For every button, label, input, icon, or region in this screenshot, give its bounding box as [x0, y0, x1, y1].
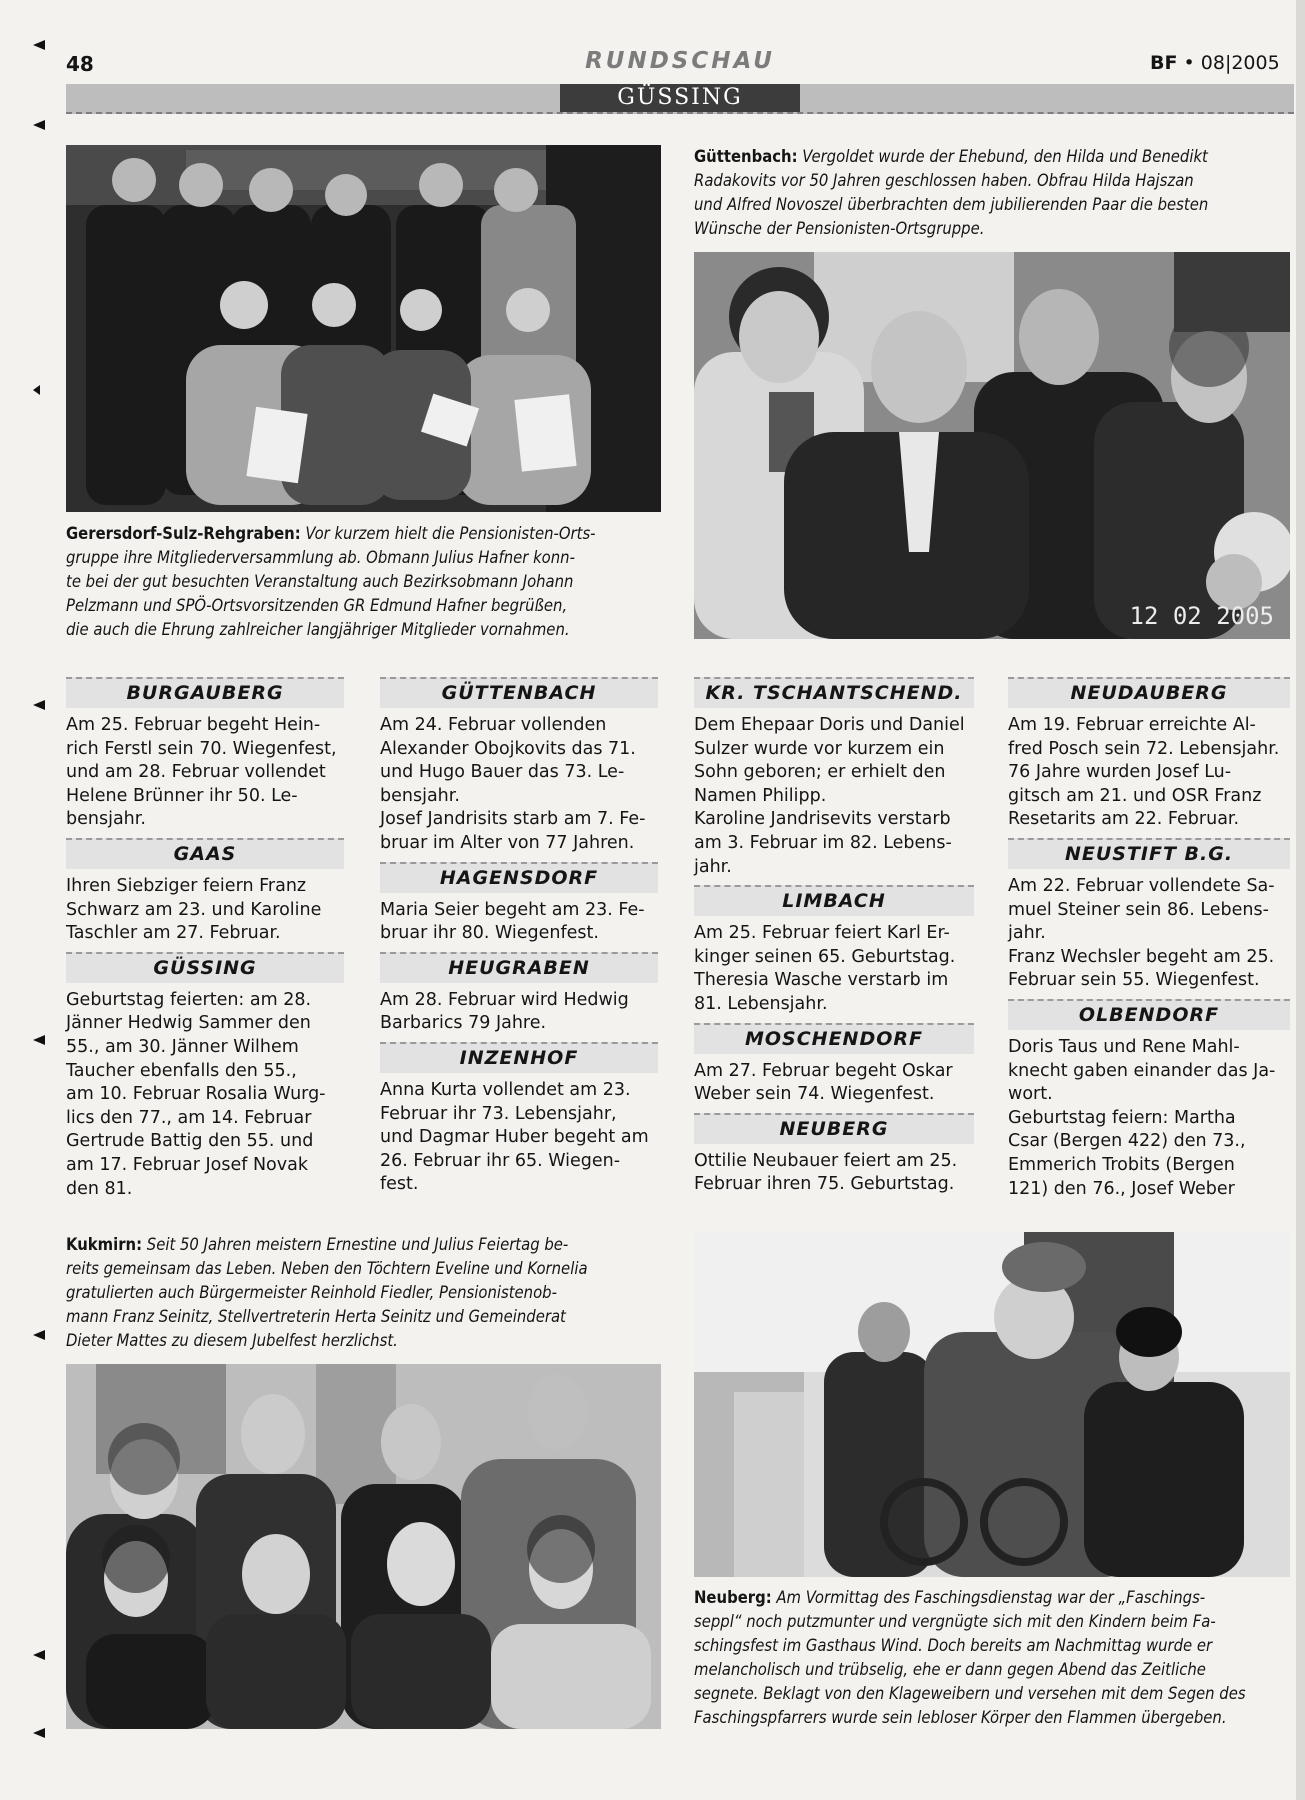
caption-line: Seit 50 Jahren meistern Ernestine und Julius Feiertag be- [146, 1235, 569, 1254]
caption-place: Güttenbach: [694, 147, 798, 166]
text-line: Am 19. Februar erreichte Al- [1008, 715, 1256, 735]
publication-name: BF [1150, 52, 1178, 74]
news-section [380, 862, 658, 946]
text-line: Dem Ehepaar Doris und Daniel [694, 715, 965, 735]
text-line: rich Ferstl sein 70. Wiegenfest, [66, 738, 337, 759]
section-heading: NEUSTIFT B.G. [1008, 838, 1290, 869]
text-line: 81. Lebensjahr. [694, 993, 828, 1014]
news-column-3 [694, 675, 974, 1203]
news-section [694, 885, 974, 1016]
section-heading: GÜSSING [66, 952, 344, 983]
text-line: muel Steiner sein 86. Lebens- [1008, 899, 1269, 920]
section-heading: BURGAUBERG [66, 677, 344, 708]
news-section [66, 952, 344, 1201]
caption-place: Kukmirn: [66, 1235, 143, 1254]
caption-line: schingsfest im Gasthaus Wind. Doch bereits am Nachmittag wurde er [694, 1636, 1213, 1655]
news-section [380, 1042, 658, 1197]
photo-gerersdorf-group [66, 145, 661, 512]
text-line: Helene Brünner ihr 50. Le- [66, 785, 298, 806]
text-line: 76 Jahre wurden Josef Lu- [1008, 762, 1232, 783]
text-line: am 10. Februar Rosalia Wurg- [66, 1084, 326, 1105]
text-line: Geburtstag feierten: am 28. [66, 989, 312, 1010]
caption-gerersdorf [66, 522, 666, 642]
caption-line: die auch die Ehrung zahlreicher langjähriger Mitglieder vornahmen. [66, 620, 570, 639]
text-line: Theresia Wasche verstarb im [694, 970, 949, 991]
text-line: Taschler am 27. Februar. [66, 923, 281, 944]
news-section [66, 677, 344, 832]
news-section [66, 838, 344, 946]
caption-line: te bei der gut besuchten Veranstaltung auch Bezirksobmann Johann [66, 572, 574, 591]
text-line: Gertrude Battig den 55. und [66, 1131, 314, 1152]
page-edge [1296, 0, 1305, 1800]
caption-line: Radakovits vor 50 Jahren geschlossen haben. Obfrau Hilda Hajszan [694, 171, 1194, 190]
section-heading: MOSCHENDORF [694, 1023, 974, 1054]
text-line: Anna Kurta vollendet am 23. [380, 1079, 631, 1100]
news-column-2 [380, 675, 658, 1203]
text-line: lics den 77., am 14. Februar [66, 1107, 312, 1128]
caption-line: gratulierten auch Bürgermeister Reinhold Fiedler, Pensionistenob- [66, 1283, 557, 1302]
text-line: Am 22. Februar vollendete Sa- [1008, 875, 1275, 896]
caption-line: reits gemeinsam das Leben. Neben den Töchtern Eveline und Kornelia [66, 1259, 588, 1278]
news-section [1008, 677, 1290, 832]
section-heading: NEUBERG [694, 1113, 974, 1144]
caption-line: Dieter Mattes zu diesem Jubelfest herzlichst. [66, 1331, 398, 1350]
text-line: Ihren Siebziger feiern Franz [66, 875, 307, 896]
text-line: fest. [380, 1174, 419, 1195]
caption-line: Faschingspfarrers wurde sein lebloser Körper den Flammen übergeben. [694, 1708, 1227, 1727]
text-line: Am 28. Februar wird Hedwig [380, 989, 629, 1010]
section-heading: NEUDAUBERG [1008, 677, 1290, 708]
news-section [1008, 999, 1290, 1201]
text-line: jahr. [1008, 923, 1046, 944]
text-line: Februar ihren 75. Geburtstag. [694, 1174, 955, 1195]
section-heading: HAGENSDORF [380, 862, 658, 893]
text-line: Am 24. Februar vollenden [380, 715, 607, 735]
text-line: Resetarits am 22. Februar. [1008, 809, 1240, 830]
text-line: Ottilie Neubauer feiert am 25. [694, 1150, 958, 1171]
caption-kukmirn [66, 1233, 666, 1353]
text-line: 55., am 30. Jänner Wilhem [66, 1036, 299, 1057]
caption-line: mann Franz Seinitz, Stellvertreterin Herta Seinitz und Gemeinderat [66, 1307, 566, 1326]
text-line: Februar sein 55. Wiegenfest. [1008, 970, 1260, 991]
text-line: kinger seinen 65. Geburtstag. [694, 946, 956, 967]
text-line: Csar (Bergen 422) den 73., [1008, 1131, 1246, 1152]
text-line: Weber sein 74. Wiegenfest. [694, 1084, 935, 1105]
text-line: knecht gaben einander das Ja- [1008, 1060, 1276, 1081]
text-line: Sulzer wurde vor kurzem ein [694, 738, 945, 759]
section-heading: GAAS [66, 838, 344, 869]
text-line: Josef Jandrisits starb am 7. Fe- [380, 809, 646, 830]
news-section [694, 1023, 974, 1107]
caption-line: melancholisch und trübselig, ehe er dann gegen Abend das Zeitliche [694, 1660, 1206, 1679]
news-column-1 [66, 675, 344, 1207]
text-line: Jänner Hedwig Sammer den [66, 1013, 311, 1034]
photo-neuberg-fasching [694, 1232, 1290, 1577]
text-line: Namen Philipp. [694, 785, 827, 806]
news-column-4 [1008, 675, 1290, 1207]
text-line: Geburtstag feiern: Martha [1008, 1107, 1236, 1128]
text-line: Taucher ebenfalls den 55., [66, 1060, 297, 1081]
news-section [380, 677, 658, 856]
section-heading: KR. TSCHANTSCHEND. [694, 677, 974, 708]
text-line: und Dagmar Huber begeht am [380, 1127, 649, 1148]
text-line: wort. [1008, 1084, 1053, 1105]
margin-arrow [33, 1650, 45, 1660]
text-line: jahr. [694, 856, 732, 877]
caption-line: seppl“ noch putzmunter und vergnügte sich mit den Kindern beim Fa- [694, 1612, 1216, 1631]
text-line: bensjahr. [380, 785, 460, 806]
text-line: Am 25. Februar feiert Karl Er- [694, 923, 950, 944]
text-line: Alexander Obojkovits das 71. [380, 738, 636, 759]
margin-arrow [33, 1035, 45, 1045]
text-line: Doris Taus und Rene Mahl- [1008, 1036, 1240, 1057]
section-heading: HEUGRABEN [380, 952, 658, 983]
text-line: Karoline Jandrisevits verstarb [694, 809, 951, 830]
page-number: 48 [66, 52, 94, 76]
photo-guettenbach-couple [694, 252, 1290, 639]
text-line: am 3. Februar im 82. Lebens- [694, 832, 952, 853]
text-line: bruar ihr 80. Wiegenfest. [380, 923, 599, 944]
text-line: Barbarics 79 Jahre. [380, 1013, 547, 1034]
text-line: 26. Februar ihr 65. Wiegen- [380, 1150, 621, 1171]
section-title: RUNDSCHAU [585, 48, 775, 74]
photo-date-stamp: 12 02 2005 [1129, 602, 1274, 630]
text-line: Franz Wechsler begeht am 25. [1008, 946, 1275, 967]
text-line: gitsch am 21. und OSR Franz [1008, 785, 1262, 806]
text-line: Am 27. Februar begeht Oskar [694, 1060, 953, 1081]
margin-arrow [33, 1728, 45, 1738]
caption-guettenbach [694, 145, 1294, 241]
text-line: Maria Seier begeht am 23. Fe- [380, 899, 645, 920]
caption-line: Vor kurzem hielt die Pensionisten-Orts- [305, 524, 596, 543]
news-section [694, 1113, 974, 1197]
section-heading: OLBENDORF [1008, 999, 1290, 1030]
text-line: 121) den 76., Josef Weber [1008, 1178, 1235, 1199]
text-line: und am 28. Februar vollendet [66, 762, 326, 783]
issue-number: 08|2005 [1200, 52, 1280, 74]
photo-kukmirn-family [66, 1364, 661, 1729]
caption-line: Am Vormittag des Faschingsdienstag war der „Faschings- [776, 1588, 1206, 1607]
caption-line: Vergoldet wurde der Ehebund, den Hilda und Benedikt [802, 147, 1208, 166]
text-line: fred Posch sein 72. Lebensjahr. [1008, 738, 1280, 759]
caption-place: Neuberg: [694, 1588, 772, 1607]
text-line: Sohn geboren; er erhielt den [694, 762, 946, 783]
news-section [1008, 838, 1290, 993]
caption-line: segnete. Beklagt von den Klageweibern und versehen mit dem Segen des [694, 1684, 1246, 1703]
text-line: den 81. [66, 1178, 133, 1199]
text-line: am 17. Februar Josef Novak [66, 1154, 308, 1175]
text-line: Emmerich Trobits (Bergen [1008, 1154, 1235, 1175]
caption-line: gruppe ihre Mitgliederversammlung ab. Obmann Julius Hafner konn- [66, 548, 575, 567]
text-line: bensjahr. [66, 809, 146, 830]
caption-line: Pelzmann und SPÖ-Ortsvorsitzenden GR Edmund Hafner begrüßen, [66, 596, 568, 615]
caption-line: Wünsche der Pensionisten-Ortsgruppe. [694, 219, 985, 238]
text-line: Am 25. Februar begeht Hein- [66, 715, 321, 735]
news-section [380, 952, 658, 1036]
section-heading: LIMBACH [694, 885, 974, 916]
margin-arrow [33, 120, 45, 130]
margin-arrow [33, 700, 45, 710]
margin-arrow [33, 40, 45, 50]
margin-arrow [33, 385, 40, 395]
text-line: Februar ihr 73. Lebensjahr, [380, 1103, 617, 1124]
issue-info: BF • 08|2005 [1150, 52, 1280, 74]
news-section [694, 677, 974, 879]
margin-arrow [33, 1330, 45, 1340]
text-line: und Hugo Bauer das 73. Le- [380, 762, 625, 783]
section-heading: GÜTTENBACH [380, 677, 658, 708]
text-line: Schwarz am 23. und Karoline [66, 899, 322, 920]
caption-neuberg [694, 1586, 1294, 1730]
caption-line: und Alfred Novoszel überbrachten dem jubilierenden Paar die besten [694, 195, 1209, 214]
text-line: bruar im Alter von 77 Jahren. [380, 832, 635, 853]
section-heading: INZENHOF [380, 1042, 658, 1073]
region-title: GÜSSING [560, 84, 800, 112]
caption-place: Gerersdorf-Sulz-Rehgraben: [66, 524, 301, 543]
